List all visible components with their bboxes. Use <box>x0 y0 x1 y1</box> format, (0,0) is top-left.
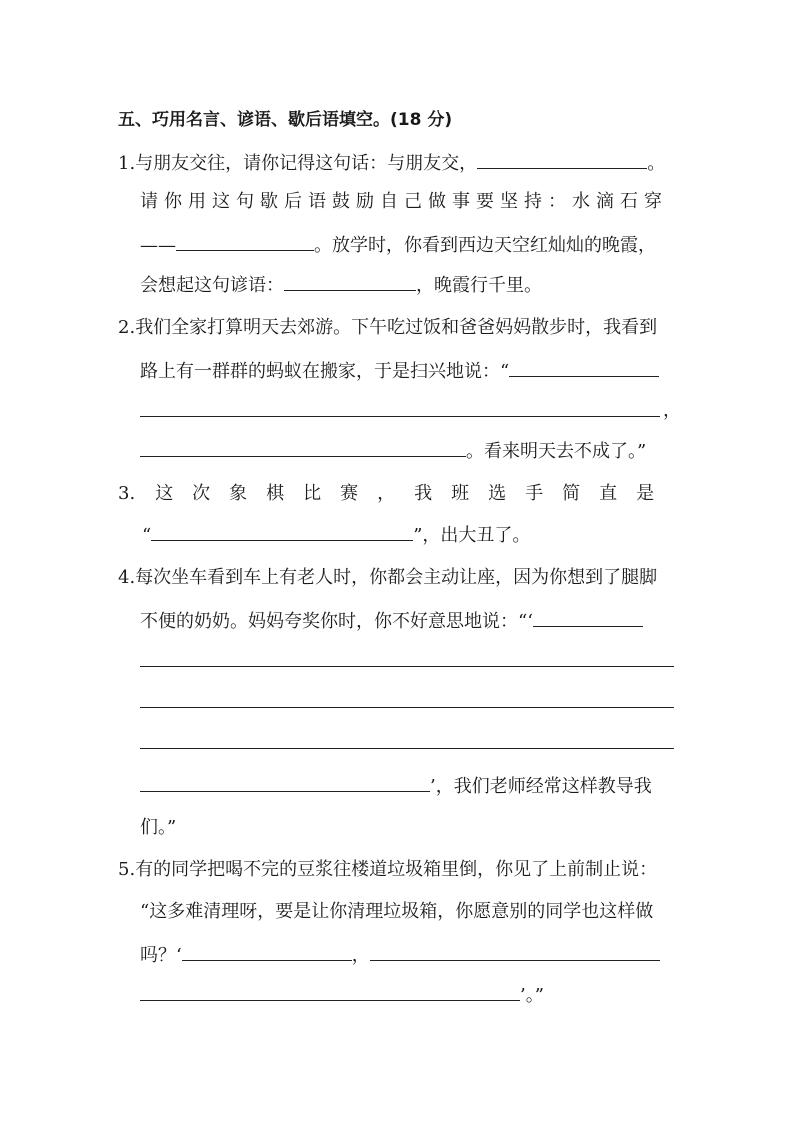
q4-text-6: ’，我们老师经常这样教导我 <box>430 776 652 797</box>
q2-text-2: 路上有一群群的蚂蚁在搬家，于是扫兴地说：“ <box>140 361 510 382</box>
section-title: 五、巧用名言、谚语、歇后语填空。(18 分) <box>118 110 453 130</box>
question-4-line-1 <box>118 566 657 590</box>
q4-blank-2[interactable] <box>140 666 674 667</box>
q5-text-1: 有的同学把喝不完的豆浆往楼道垃圾箱里倒，你见了上前制止说： <box>135 859 658 880</box>
question-5-line-1 <box>118 858 657 882</box>
q4-blank-4[interactable] <box>140 748 674 749</box>
question-5-number: 5. <box>118 859 136 880</box>
q2-blank-2[interactable] <box>140 416 660 417</box>
q3-text-2: ”，出大丑了。 <box>413 525 531 546</box>
q2-blank-1[interactable] <box>509 358 659 377</box>
question-4-line-6 <box>140 773 652 799</box>
q1-blank-1[interactable] <box>477 150 647 169</box>
q1-text-1-end: 。 <box>647 153 666 174</box>
q5-comma: ， <box>351 945 370 966</box>
q5-blank-2[interactable] <box>370 942 660 961</box>
q1-text-3: 。放学时，你看到西边天空红灿灿的晚霞， <box>314 235 656 256</box>
question-2-number: 2. <box>118 317 136 338</box>
q4-text-1: 每次坐车看到车上有老人时，你都会主动让座，因为你想到了腿脚 <box>135 567 658 588</box>
question-5-line-4 <box>140 982 544 1008</box>
question-1-line-1 <box>118 150 665 176</box>
q3-text-1: 这次象棋比赛，我班选手简直是 <box>155 483 674 504</box>
question-4-line-7: 们。” <box>140 817 177 838</box>
q4-blank-3[interactable] <box>140 707 674 708</box>
q3-blank-1[interactable] <box>151 522 413 541</box>
question-1-line-2: 请你用这句歇后语鼓励自己做事要坚持：水滴石穿 <box>140 191 668 212</box>
question-3-line-1 <box>118 482 673 506</box>
q4-blank-5[interactable] <box>140 773 430 792</box>
question-1-line-4 <box>140 272 542 298</box>
q1-text-4-end: ，晚霞行千里。 <box>416 275 542 296</box>
question-1-line-3 <box>140 232 656 258</box>
q5-blank-3[interactable] <box>140 982 520 1001</box>
q1-text-1: 与朋友交往，请你记得这句话：与朋友交， <box>135 153 478 174</box>
question-4-number: 4. <box>118 567 136 588</box>
q2-blank-3[interactable] <box>140 438 466 457</box>
question-2-line-4 <box>140 438 646 464</box>
q4-text-2: 不便的奶奶。妈妈夸奖你时，你不好意思地说：“‘ <box>140 611 533 632</box>
question-5-line-2: “这多难清理呀，要是让你清理垃圾箱，你愿意别的同学也这样做 <box>140 901 654 922</box>
question-5-line-3 <box>140 942 660 968</box>
q4-blank-1[interactable] <box>533 608 643 627</box>
q1-text-4: 会想起这句谚语： <box>140 275 284 296</box>
question-3-number: 3. <box>118 483 136 504</box>
q2-text-1: 我们全家打算明天去郊游。下午吃过饭和爸爸妈妈散步时，我看到 <box>135 317 658 338</box>
q1-dash: —— <box>140 235 176 256</box>
question-2-line-2 <box>140 358 659 384</box>
q5-blank-1[interactable] <box>182 942 352 961</box>
q5-text-3: 吗？‘ <box>140 945 182 966</box>
question-4-line-2 <box>140 608 643 634</box>
question-3-line-2 <box>142 522 530 548</box>
q1-blank-3[interactable] <box>284 272 416 291</box>
q2-comma: ， <box>663 400 681 421</box>
q3-open-quote: “ <box>142 525 152 546</box>
q1-blank-2[interactable] <box>176 232 314 251</box>
q5-text-4: ’。” <box>520 985 544 1006</box>
question-1-number: 1. <box>118 153 136 174</box>
question-2-line-1 <box>118 316 657 340</box>
q2-text-4: 。看来明天去不成了。” <box>466 441 647 462</box>
